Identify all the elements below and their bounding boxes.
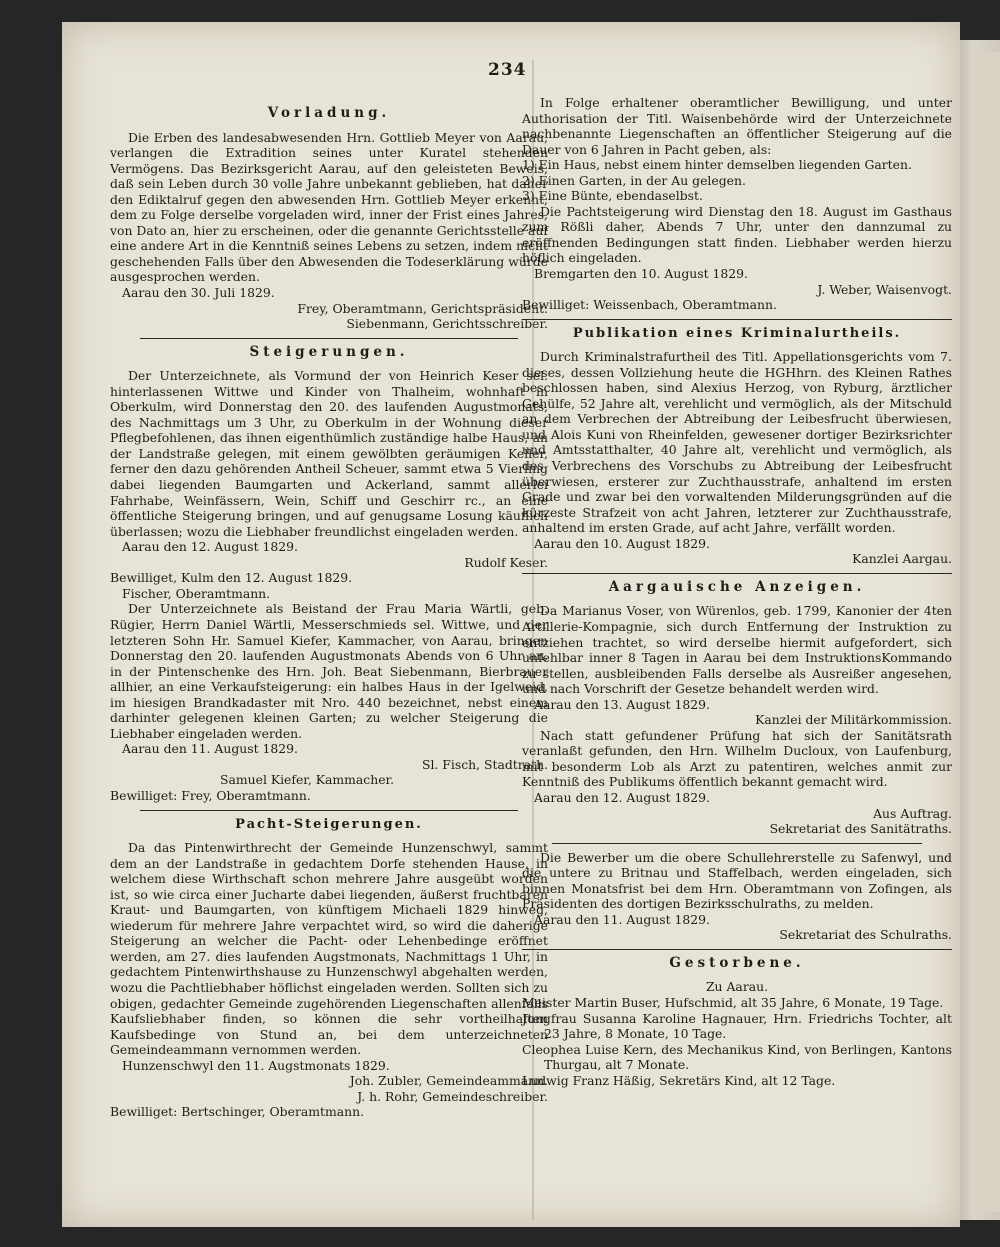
death-entry: Meister Martin Buser, Hufschmid, alt 35 Jahre, 6 Monate, 19 Tage. [522, 994, 944, 1010]
vorladung-section [110, 106, 548, 332]
pacht-body: Da das Pintenwirthrecht der Gemeinde Hunzenschwyl, sammt dem an der Landstraße in gedachtem Dorfe stehenden Hause, in welchem diese Wirthschaft schon mehrere Jahre ausgeübt worden ist, so wie circa einer Jucharte dabei liegenden, äußerst fruchtbaren Kraut- und Baumgarten, von künftigem Michaeli 1829 hinweg, wiederum für mehrere Jahre verpachtet wird, so wird die daherige Steigerung an welcher die Pacht- oder Lehenbedinge eröffnet werden, am 27. dies laufenden Augstmonats, Nachmittags 1 Uhr, in gedachtem Pintenwirthshause zu Hunzenschwyl abgehalten werden, wozu die Pachtliebhaber höflichst eingeladen werden. Sollten sich zu obigen, gedachter Gemeinde zugehörenden Liegenschaften allenfalls Kaufsliebhaber finden, so können die sehr vortheilhaften Kaufsbedinge von Stund an, bei dem unterzeichneten Gemeindeammann vernommen werden. [110, 840, 548, 1058]
pacht-heading: Pacht-Steigerungen. [235, 816, 423, 832]
divider [140, 810, 518, 811]
steigerungen-heading: Steigerungen. [249, 343, 409, 360]
next-page-edge-inner [975, 52, 1000, 1212]
vorladung-body: Die Erben des landesabwesenden Hrn. Gottlieb Meyer von Aarau, verlangen die Extradition seines unter Kuratel stehenden Vermögens. Das Bezirksgericht Aarau, auf den geleisteten Beweis, daß sein Leben durch 30 volle Jahre unbekannt geblieben, hat daher den Ediktalruf gegen den abwesenden Hrn. Gottlieb Meyer erkennt, dem zu Folge derselbe vorgeladen wird, inner der Frist eines Jahres, von Dato an, hier zu erscheinen, oder die genannte Gerichtsstelle auf eine andere Art in die Kenntniß seines Lebens zu setzen, indem nicht geschehenden Falls über den Abwesenden die Todeserklärung würde ausgesprochen werden. [110, 129, 548, 285]
divider [140, 338, 518, 339]
page-number: 234 [488, 60, 527, 80]
death-entry: Ludwig Franz Häßig, Sekretärs Kind, alt 12 Tage. [522, 1072, 836, 1088]
steigerung-1-date: Aarau den 12. August 1829. [122, 539, 298, 555]
steigerung-1-body: Der Unterzeichnete, als Vormund der von Heinrich Keser sel. hinterlassenen Wittwe und Kinder von Thalheim, wohnhaft in Oberkulm, wird Donnerstag den 20. des laufenden Augustmonats, des Nachmittags um 3 Uhr, zu Oberkulm in der Wohnung dieser Pflegbefohlenen, das ihnen eigenthümlich zuständige halbe Haus, an der Landstraße gelegen, mit einem gewölbten geräumigen Keller, ferner den dazu gehörenden Antheil Scheuer, sammt etwa 5 Vierling dabei liegenden Baumgarten und Ackerland, sammt allerlei Fahrhabe, Weinfässern, Wein, Schiff und Geschirr rc., an eine öffentliche Steigerung bringen, und auf genugsame Losung käuflich überlassen; wozu die Liebhaber freundlichst eingeladen werden. [110, 368, 548, 539]
death-entry: Cleophea Luise Kern, des Mechanikus Kind, von Berlingen, Kantons Thurgau, alt 7 Monate. [522, 1041, 952, 1073]
vorladung-signature-2: Siebenmann, Gerichtsschreiber. [346, 316, 548, 332]
gestorbene-section [522, 956, 952, 1088]
bremgarten-approval: Bewilliget: Weissenbach, Oberamtmann. [522, 297, 777, 313]
bremgarten-body-2: Die Pachtsteigerung wird Dienstag den 18. August im Gasthaus zum Rößli daher, Abends 7 Uhr, unter den dannzumal zu eröffnenden Bedingungen statt finden. Liebhaber werden hierzu höflich eingeladen. [522, 203, 952, 266]
anzeigen-heading: Aargauische Anzeigen. [608, 578, 866, 595]
anzeigen-section [522, 580, 952, 943]
vorladung-signature-1: Frey, Oberamtmann, Gerichtspräsident. [297, 300, 548, 316]
bremgarten-date: Bremgarten den 10. August 1829. [534, 266, 748, 282]
pacht-section [110, 817, 548, 1120]
anzeige-1-signature: Kanzlei der Militärkommission. [755, 712, 952, 728]
anzeige-2-date: Aarau den 12. August 1829. [534, 789, 710, 805]
anzeige-3-body: Die Bewerber um die obere Schullehrerstelle zu Safenwyl, und die untere zu Britnau und Staffelbach, werden eingeladen, sich binnen Monatsfrist bei dem Hrn. Oberamtmann von Zofingen, als Präsidenten des dortigen Bezirksschulraths, zu melden. [522, 849, 952, 912]
steigerung-1-signature: Rudolf Keser. [464, 554, 548, 570]
steigerungen-section [110, 345, 548, 804]
bremgarten-item-1: 1) Ein Haus, nebst einem hinter demselben liegenden Garten. [522, 157, 912, 173]
vorladung-date: Aarau den 30. Juli 1829. [122, 285, 275, 301]
steigerung-2-signature-2: Samuel Kiefer, Kammacher. [220, 772, 395, 788]
steigerung-2-body: Der Unterzeichnete als Beistand der Frau Maria Wärtli, geb. Rügier, Herrn Daniel Wärtli, Messerschmieds sel. Wittwe, und der letzteren Sohn Hr. Samuel Kiefer, Kammacher, von Aarau, bringen Donnerstag den 20. laufenden Augustmonats Abends von 6 Uhr an, in der Pintenschenke des Hrn. Joh. Beat Siebenmann, Bierbrauer allhier, an eine Verkaufsteigerung: ein halbes Haus in der Igelweid, im hiesigen Brandkadaster mit Nro. 440 bezeichnet, nebst einem darhinter gelegenen kleinen Garten; zu welcher Steigerung die Liebhaber eingeladen werden. [110, 601, 548, 741]
pacht-date: Hunzenschwyl den 11. Augstmonats 1829. [122, 1057, 390, 1073]
publikation-signature: Kanzlei Aargau. [852, 551, 952, 567]
anzeige-2-signature-1: Aus Auftrag. [873, 805, 952, 821]
steigerung-2-signature-1: Sl. Fisch, Stadtrath. [421, 756, 548, 772]
anzeige-1-body: Da Marianus Voser, von Würenlos, geb. 1799, Kanonier der 4ten Artillerie-Kompagnie, sich durch Entfernung der Instruktion zu entziehen trachtet, so wird derselbe hiermit aufgefordert, sich unfehlbar inner 8 Tagen in Aarau bei dem InstruktionsKommando zu stellen, ausbleibenden Falls derselbe als Ausreißer angesehen, und nach Vorschrift der Gesetze behandelt werden wird. [522, 603, 952, 697]
divider [522, 949, 952, 950]
right-column [522, 95, 952, 1088]
steigerung-1-approval: Bewilliget, Kulm den 12. August 1829. [110, 570, 353, 586]
anzeige-2-body: Nach statt gefundener Prüfung hat sich der Sanitätsrath veranlaßt gefunden, den Hrn. Wilhelm Ducloux, von Laufenburg, mit besonderm Lob als Arzt zu patentiren, welches anmit zur Kenntniß des Publikums öffentlich bekannt gemacht wird. [522, 727, 952, 790]
bremgarten-signature: J. Weber, Waisenvogt. [817, 281, 952, 297]
anzeige-1-date: Aarau den 13. August 1829. [534, 696, 710, 712]
pacht-signature-2: J. h. Rohr, Gemeindeschreiber. [357, 1088, 548, 1104]
publikation-section [522, 326, 952, 567]
publikation-date: Aarau den 10. August 1829. [534, 535, 710, 551]
divider [522, 573, 952, 574]
death-entry: Jungfrau Susanna Karoline Hagnauer, Hrn. Friedrichs Tochter, alt 23 Jahre, 8 Monate, 10 Tage. [522, 1010, 952, 1042]
gestorbene-heading: Gestorbene. [669, 954, 805, 971]
vorladung-heading: Vorladung. [267, 105, 391, 121]
steigerung-1-approval-name: Fischer, Oberamtmann. [122, 585, 271, 601]
steigerung-2-approval: Bewilliget: Frey, Oberamtmann. [110, 787, 311, 803]
pacht-approval: Bewilliget: Bertschinger, Oberamtmann. [110, 1104, 365, 1120]
bremgarten-item-2: 2) Einen Garten, in der Au gelegen. [522, 172, 746, 188]
divider [552, 843, 922, 844]
bremgarten-section [522, 95, 952, 313]
steigerung-2-date: Aarau den 11. August 1829. [122, 741, 298, 757]
pacht-signature-1: Joh. Zubler, Gemeindeammann. [349, 1073, 548, 1089]
bremgarten-body: In Folge erhaltener oberamtlicher Bewilligung, und unter Authorisation der Titl. Waisenbehörde wird der Unterzeichnete nachbenannte Liegenschaften an öffentlicher Steigerung auf die Dauer von 6 Jahren in Pacht geben, als: [522, 95, 952, 157]
anzeige-3-signature: Sekretariat des Schulraths. [779, 927, 952, 943]
publikation-heading: Publikation eines Kriminalurtheils. [572, 325, 902, 341]
publikation-body: Durch Kriminalstrafurtheil des Titl. Appellationsgerichts vom 7. dieses, dessen Vollziehung heute die HGHhrn. des Kleinen Rathes beschlossen haben, sind Alexius Herzog, von Ryburg, ärztlicher Gehülfe, 52 Jahre alt, verehlicht und vermöglich, als der Mitschuld an dem Verbrechen der Abtreibung der Leibesfrucht überwiesen, und Alois Kuni von Rheinfelden, gewesener dortiger Bezirksrichter und Amtsstatthalter, 40 Jahre alt, verehlicht und vermöglich, als des Verbrechens des Vorschubs zu Abtreibung der Leibesfrucht überwiesen, ersterer zur Zuchthausstrafe, anhaltend im ersten Grade und zwar bei den vorwaltenden Milderungsgründen auf die kürzeste Strafzeit von acht Jahren, letzterer zur Zuchthausstrafe, anhaltend im ersten Grade, auf acht Jahre, verfällt worden. [522, 349, 952, 536]
anzeige-3-date: Aarau den 11. August 1829. [534, 911, 710, 927]
bremgarten-item-3: 3) Eine Bünte, ebendaselbst. [522, 188, 703, 204]
divider [522, 319, 952, 320]
anzeige-2-signature-2: Sekretariat des Sanitätraths. [769, 821, 952, 837]
gestorbene-place: Zu Aarau. [705, 979, 769, 995]
left-column [110, 100, 548, 1120]
